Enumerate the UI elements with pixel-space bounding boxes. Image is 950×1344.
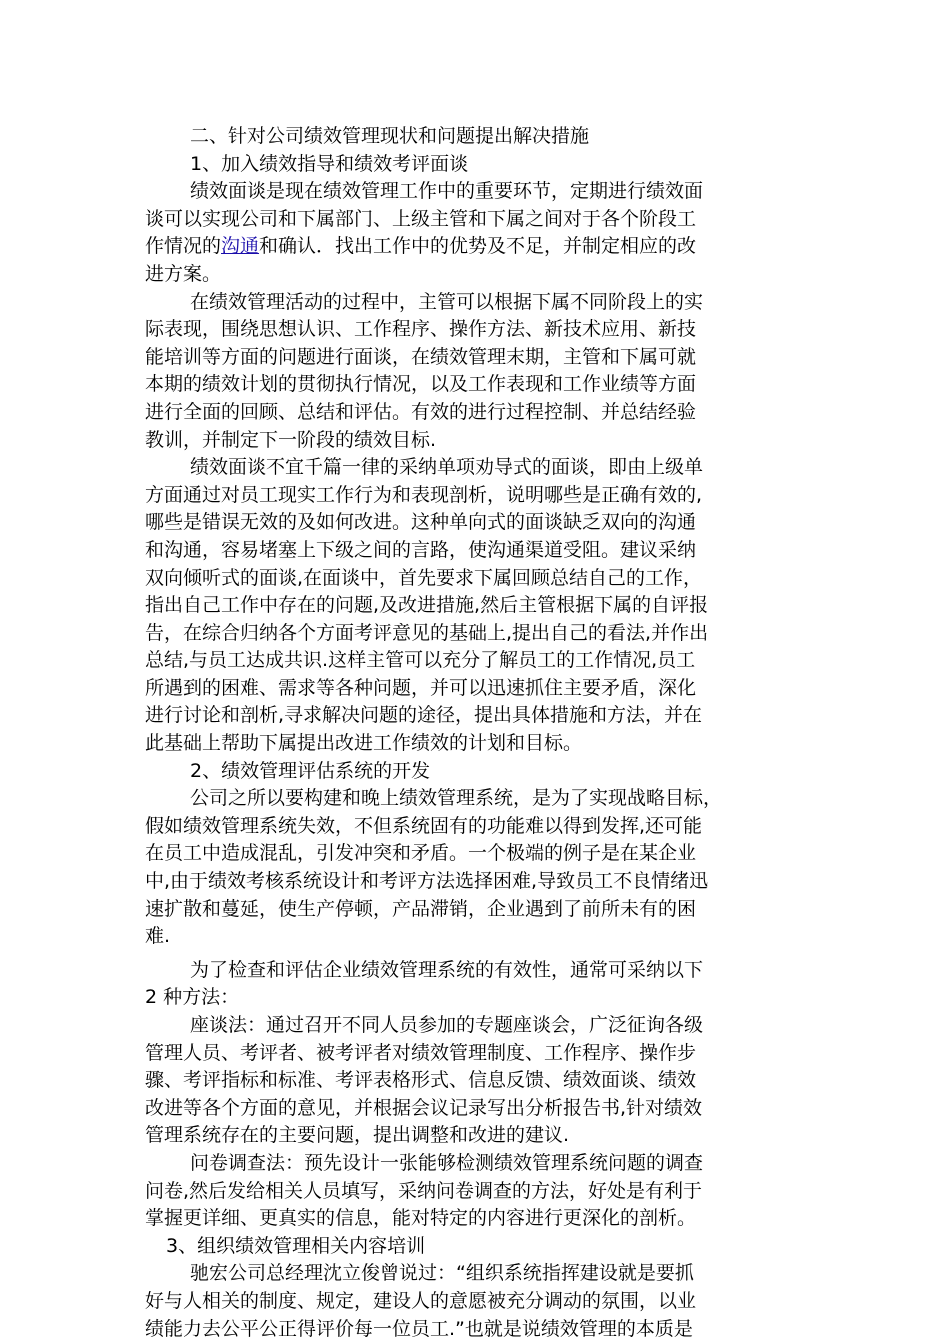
communication-link[interactable]: 沟通 xyxy=(221,235,260,258)
section-heading: 二、针对公司绩效管理现状和问题提出解决措施 xyxy=(190,125,590,147)
text-line: 进行全面的回顾、总结和评估。有效的进行过程控制、并总结经验 xyxy=(145,400,697,423)
text-line: 公司之所以要构建和晚上绩效管理系统，是为了实现战略目标， xyxy=(190,787,723,810)
text-line: 告，在综合归纳各个方面考评意见的基础上,提出自己的看法,并作出 xyxy=(145,621,709,644)
text-line: 问卷调查法：预先设计一张能够检测绩效管理系统问题的调查 xyxy=(190,1151,704,1174)
subsection-title-3: 3、组织绩效管理相关内容培训 xyxy=(166,1234,426,1257)
text-line: 管理人员、考评者、被考评者对绩效管理制度、工作程序、操作步 xyxy=(145,1041,697,1064)
paragraph-2 xyxy=(145,289,810,455)
text-line: 管理系统存在的主要问题，提出调整和改进的建议. xyxy=(145,1124,570,1147)
text-line: 驰宏公司总经理沈立俊曾说过：“组织系统指挥建设就是要抓 xyxy=(190,1262,694,1285)
text-line: 此基础上帮助下属提出改进工作绩效的计划和目标。 xyxy=(145,732,583,755)
text-line: 在员工中造成混乱，引发冲突和矛盾。一个极端的例子是在某企业 xyxy=(145,842,697,865)
paragraph-3 xyxy=(145,454,810,758)
text-line: 2 种方法： xyxy=(145,986,240,1009)
text-line: 假如绩效管理系统失效，不但系统固有的功能难以得到发挥,还可能 xyxy=(145,814,703,837)
text-line: 绩能力去公平公正得评价每一位员工.”也就是说绩效管理的本质是 xyxy=(145,1317,693,1340)
text-line: 好与人相关的制度、规定，建设人的意愿被充分调动的氛围，以业 xyxy=(145,1289,697,1312)
text-fragment: 作情况的 xyxy=(145,235,222,258)
text-line: 中,由于绩效考核系统设计和考评方法选择困难,导致员工不良情绪迅 xyxy=(145,870,709,893)
text-line: 绩效面谈不宜千篇一律的采纳单项劝导式的面谈，即由上级单 xyxy=(190,456,704,479)
text-line: 哪些是错误无效的及如何改进。这种单向式的面谈缺乏双向的沟通 xyxy=(145,511,697,534)
text-line: 掌握更详细、更真实的信息，能对特定的内容进行更深化的剖析。 xyxy=(145,1207,697,1230)
paragraph-4 xyxy=(145,785,810,951)
text-line: 和沟通，容易堵塞上下级之间的言路，使沟通渠道受阻。建议采纳 xyxy=(145,538,697,561)
paragraph-7 xyxy=(145,1150,810,1233)
text-line: 谈可以实现公司和下属部门、上级主管和下属之间对于各个阶段工 xyxy=(145,207,697,230)
text-line: 双向倾听式的面谈,在面谈中，首先要求下属回顾总结自己的工作， xyxy=(145,566,703,589)
text-line: 问卷,然后发给相关人员填写，采纳问卷调查的方法，好处是有利于 xyxy=(145,1179,703,1202)
text-line: 进行讨论和剖析,寻求解决问题的途径，提出具体措施和方法，并在 xyxy=(145,704,703,727)
text-line: 指出自己工作中存在的问题,及改进措施,然后主管根据下属的自评报 xyxy=(145,594,709,617)
text-line xyxy=(145,233,810,261)
subsection-title-1: 1、加入绩效指导和绩效考评面谈 xyxy=(190,152,469,175)
paragraph-8 xyxy=(145,1260,810,1343)
text-line: 教训，并制定下一阶段的绩效目标. xyxy=(145,428,437,451)
text-line: 骤、考评指标和标准、考评表格形式、信息反馈、绩效面谈、绩效 xyxy=(145,1069,697,1092)
subsection-title-2: 2、绩效管理评估系统的开发 xyxy=(190,759,431,782)
paragraph-6 xyxy=(145,1012,810,1150)
text-line: 总结,与员工达成共识.这样主管可以充分了解员工的工作情况,员工 xyxy=(145,649,696,672)
paragraph-1 xyxy=(145,178,810,288)
text-line: 绩效面谈是现在绩效管理工作中的重要环节，定期进行绩效面 xyxy=(190,180,704,203)
text-line: 际表现，围绕思想认识、工作程序、操作方法、新技术应用、新技 xyxy=(145,318,697,341)
text-line: 改进等各个方面的意见，并根据会议记录写出分析报告书,针对绩效 xyxy=(145,1096,703,1119)
text-line: 进方案。 xyxy=(145,262,222,285)
text-line: 在绩效管理活动的过程中，主管可以根据下属不同阶段上的实 xyxy=(190,290,704,313)
text-line: 为了检查和评估企业绩效管理系统的有效性，通常可采纳以下 xyxy=(190,958,704,981)
text-fragment: 和确认．找出工作中的优势及不足，并制定相应的改 xyxy=(259,235,697,258)
text-line: 所遇到的困难、需求等各种问题，并可以迅速抓住主要矛盾，深化 xyxy=(145,676,697,699)
text-line: 难. xyxy=(145,925,171,948)
text-line: 方面通过对员工现实工作行为和表现剖析，说明哪些是正确有效的, xyxy=(145,483,703,506)
paragraph-5 xyxy=(145,957,810,1012)
text-line: 速扩散和蔓延，使生产停顿，产品滞销，企业遇到了前所未有的困 xyxy=(145,897,697,920)
text-line: 本期的绩效计划的贯彻执行情况，以及工作表现和工作业绩等方面 xyxy=(145,373,697,396)
text-line: 能培训等方面的问题进行面谈，在绩效管理末期，主管和下属可就 xyxy=(145,345,697,368)
text-line: 座谈法：通过召开不同人员参加的专题座谈会，广泛征询各级 xyxy=(190,1014,704,1036)
document-body xyxy=(145,123,810,1343)
